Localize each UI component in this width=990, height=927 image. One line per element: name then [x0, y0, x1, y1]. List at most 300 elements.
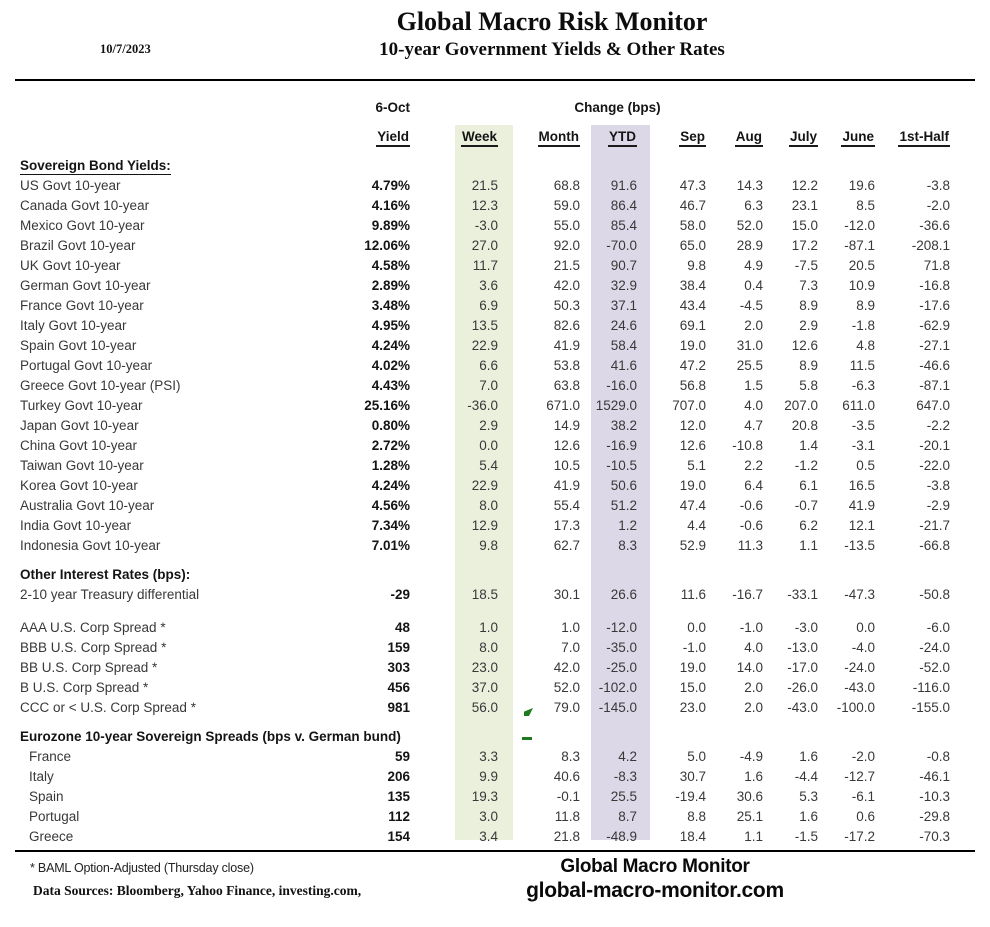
row-label: 2-10 year Treasury differential	[20, 587, 200, 602]
cell-month: 82.6	[553, 318, 580, 333]
cell-half: -2.9	[926, 498, 950, 513]
cell-week: 3.4	[479, 829, 498, 844]
row-label: Portugal Govt 10-year	[20, 358, 153, 373]
table-row	[20, 618, 955, 638]
table-row	[20, 356, 955, 376]
cell-june: -17.2	[844, 829, 875, 844]
section-heading-row	[20, 565, 955, 585]
cell-aug: 28.9	[736, 238, 763, 253]
cell-aug: 4.7	[744, 418, 763, 433]
change-bps-label: Change (bps)	[574, 100, 661, 115]
top-divider	[15, 79, 975, 81]
table-row	[20, 436, 955, 456]
section-heading-row	[20, 156, 955, 176]
cell-june: 0.5	[856, 458, 875, 473]
cell-sep: 69.1	[679, 318, 706, 333]
section-heading-label: Other Interest Rates (bps):	[20, 567, 191, 582]
cell-week: 56.0	[471, 700, 498, 715]
cell-week: 8.0	[479, 640, 498, 655]
cell-sep: -1.0	[682, 640, 706, 655]
cell-june: -3.1	[851, 438, 875, 453]
cell-sep: 56.8	[679, 378, 706, 393]
row-label: BB U.S. Corp Spread *	[20, 660, 158, 675]
cell-sep: 8.8	[687, 809, 706, 824]
cell-june: 10.9	[848, 278, 875, 293]
section-heading-label: Sovereign Bond Yields:	[20, 158, 171, 173]
cell-june: -12.0	[844, 218, 875, 233]
cell-week: 3.0	[479, 809, 498, 824]
cell-yield: 4.16%	[371, 198, 410, 213]
cell-yield: 4.56%	[371, 498, 410, 513]
cell-aug: 11.3	[737, 538, 763, 553]
row-label: Korea Govt 10-year	[20, 478, 138, 493]
row-label: Spain Govt 10-year	[20, 338, 137, 353]
cell-sep: 19.0	[679, 478, 706, 493]
cell-week: 1.0	[479, 620, 498, 635]
row-label: B U.S. Corp Spread *	[20, 680, 149, 695]
cell-ytd: 4.2	[618, 749, 637, 764]
row-label: German Govt 10-year	[20, 278, 151, 293]
col-header-label: Yield	[376, 128, 410, 147]
cell-yield: 981	[387, 700, 410, 715]
cell-june: 11.5	[849, 358, 875, 373]
row-label: Canada Govt 10-year	[20, 198, 150, 213]
cell-sep: 19.0	[679, 660, 706, 675]
cell-july: 1.6	[799, 809, 818, 824]
cell-july: -4.4	[794, 769, 818, 784]
row-label: Japan Govt 10-year	[20, 418, 139, 433]
cell-month: 8.3	[561, 749, 580, 764]
cell-half: -155.0	[911, 700, 950, 715]
cell-june: -6.1	[851, 789, 875, 804]
cell-half: -46.1	[919, 769, 950, 784]
cell-aug: 2.0	[744, 700, 763, 715]
cell-june: -43.0	[844, 680, 875, 695]
table-row	[20, 516, 955, 536]
cell-week: 5.4	[479, 458, 498, 473]
cell-june: -2.0	[851, 749, 875, 764]
table-row	[20, 476, 955, 496]
cell-sep: 4.4	[687, 518, 706, 533]
cell-week: 12.3	[471, 198, 498, 213]
cell-week: -36.0	[467, 398, 498, 413]
col-header-yield	[340, 127, 410, 148]
brand-block	[450, 855, 860, 903]
cell-july: 8.9	[799, 298, 818, 313]
baml-footnote: * BAML Option-Adjusted (Thursday close)	[30, 861, 254, 875]
cell-july: 1.6	[799, 749, 818, 764]
cell-aug: 1.5	[744, 378, 763, 393]
cell-july: -1.2	[794, 458, 818, 473]
cell-july: -0.7	[794, 498, 818, 513]
cell-week: 9.8	[479, 538, 498, 553]
cell-half: -21.7	[919, 518, 950, 533]
cell-june: 16.5	[848, 478, 875, 493]
cell-month: 17.3	[553, 518, 580, 533]
cell-ytd: 8.3	[618, 538, 637, 553]
cell-july: 207.0	[784, 398, 818, 413]
cell-yield: 303	[387, 660, 410, 675]
cell-aug: 0.4	[744, 278, 763, 293]
cell-june: 20.5	[848, 258, 875, 273]
cell-ytd: 38.2	[610, 418, 637, 433]
cell-sep: 65.0	[679, 238, 706, 253]
cell-half: -20.1	[919, 438, 950, 453]
cell-aug: 14.0	[736, 660, 763, 675]
row-label: US Govt 10-year	[20, 178, 121, 193]
table-body	[20, 156, 955, 847]
cell-june: -3.5	[851, 418, 875, 433]
cell-aug: 4.9	[744, 258, 763, 273]
cell-sep: 30.7	[679, 769, 706, 784]
cell-aug: 2.0	[744, 680, 763, 695]
table-row	[20, 827, 955, 847]
section-heading	[20, 565, 340, 585]
cell-ytd: 25.5	[610, 789, 637, 804]
cell-yield: 159	[387, 640, 410, 655]
cell-half: -52.0	[919, 660, 950, 675]
table-header-row	[20, 127, 955, 148]
cell-sep: 52.9	[679, 538, 706, 553]
cell-week: 9.9	[479, 769, 498, 784]
table-row	[20, 176, 955, 196]
cell-half: -66.8	[919, 538, 950, 553]
cell-half: -46.6	[919, 358, 950, 373]
cell-week: 0.0	[479, 438, 498, 453]
table-row	[20, 216, 955, 236]
row-label: China Govt 10-year	[20, 438, 138, 453]
cell-july: 2.9	[799, 318, 818, 333]
cell-july: 1.1	[799, 538, 818, 553]
cell-half: -50.8	[919, 587, 950, 602]
toprow-spacer	[20, 99, 340, 117]
table-section	[20, 618, 955, 718]
cell-week: 3.3	[479, 749, 498, 764]
brand-name: Global Macro Monitor	[560, 856, 750, 877]
cell-aug: 4.0	[744, 398, 763, 413]
cell-month: 59.0	[553, 198, 580, 213]
cell-yield: 59	[394, 749, 410, 764]
cell-month: 50.3	[553, 298, 580, 313]
as-of-date: 6-Oct	[375, 100, 410, 115]
row-label: Turkey Govt 10-year	[20, 398, 143, 413]
cell-month: 1.0	[561, 620, 580, 635]
cell-aug: -10.8	[732, 438, 763, 453]
cell-ytd: -10.5	[606, 458, 637, 473]
col-header-july	[763, 127, 818, 148]
cell-yield: 25.16%	[364, 398, 410, 413]
cell-june: -13.5	[844, 538, 875, 553]
col-header-label: Month	[538, 128, 580, 147]
cell-july: -1.5	[794, 829, 818, 844]
cell-july: 17.2	[791, 238, 818, 253]
cell-ytd: 51.2	[610, 498, 637, 513]
col-header-june	[818, 127, 875, 148]
table-row	[20, 296, 955, 316]
col-header-month	[498, 127, 580, 148]
cell-week: 37.0	[471, 680, 498, 695]
cell-yield: 4.79%	[371, 178, 410, 193]
cell-june: -4.0	[851, 640, 875, 655]
cell-week: 3.6	[479, 278, 498, 293]
cell-yield: 2.72%	[371, 438, 410, 453]
row-label: Greece Govt 10-year (PSI)	[20, 378, 181, 393]
cell-month: 53.8	[553, 358, 580, 373]
cell-month: 14.9	[553, 418, 580, 433]
cell-week: 13.5	[471, 318, 498, 333]
row-label: Australia Govt 10-year	[20, 498, 155, 513]
cell-sep: 43.4	[679, 298, 706, 313]
cell-aug: 14.3	[736, 178, 763, 193]
row-label: India Govt 10-year	[20, 518, 132, 533]
cell-week: 19.3	[471, 789, 498, 804]
table-row	[20, 658, 955, 678]
cell-aug: 52.0	[736, 218, 763, 233]
col-header-label: Aug	[735, 128, 763, 147]
table-row	[20, 807, 955, 827]
col-header-label: Week	[461, 128, 498, 147]
cell-month: 42.0	[553, 660, 580, 675]
cell-half: -116.0	[912, 680, 950, 695]
col-header-1st-half	[875, 127, 950, 148]
cell-yield: 7.01%	[371, 538, 410, 553]
cell-month: 671.0	[546, 398, 580, 413]
cell-ytd: -25.0	[606, 660, 637, 675]
row-label: Italy Govt 10-year	[20, 318, 127, 333]
col-header-aug	[706, 127, 763, 148]
cell-june: 8.5	[856, 198, 875, 213]
section-heading-label: Eurozone 10-year Sovereign Spreads (bps v. German bund)	[20, 729, 401, 744]
cell-sep: 18.4	[679, 829, 706, 844]
cell-yield: 0.80%	[371, 418, 410, 433]
cell-july: 6.1	[799, 478, 818, 493]
cell-week: 6.6	[479, 358, 498, 373]
cell-aug: -0.6	[739, 518, 763, 533]
cell-month: 40.6	[553, 769, 580, 784]
row-label: Mexico Govt 10-year	[20, 218, 145, 233]
cell-sep: 15.0	[679, 680, 706, 695]
cell-ytd: 85.4	[610, 218, 637, 233]
table-row	[20, 585, 955, 605]
cell-half: -70.3	[919, 829, 950, 844]
cell-sep: 12.0	[679, 418, 706, 433]
col-header-label: YTD	[608, 128, 637, 147]
cell-half: 71.8	[923, 258, 950, 273]
rates-table	[20, 99, 955, 847]
section-heading	[20, 156, 340, 176]
cell-half: -27.1	[919, 338, 950, 353]
cell-june: 611.0	[842, 398, 875, 413]
cell-week: 22.9	[471, 478, 498, 493]
cell-month: 55.4	[553, 498, 580, 513]
table-row	[20, 767, 955, 787]
cell-ytd: 50.6	[610, 478, 637, 493]
cell-sep: 23.0	[679, 700, 706, 715]
cell-ytd: 1529.0	[595, 398, 637, 413]
cell-half: -17.6	[919, 298, 950, 313]
cell-yield: 1.28%	[371, 458, 410, 473]
table-row	[20, 276, 955, 296]
cell-half: -87.1	[919, 378, 950, 393]
cell-aug: 1.6	[744, 769, 763, 784]
cell-sep: 5.0	[687, 749, 706, 764]
cell-week: 27.0	[471, 238, 498, 253]
report-date: 10/7/2023	[100, 42, 151, 56]
cell-ytd: -8.3	[613, 769, 637, 784]
cell-july: 12.2	[791, 178, 818, 193]
page-subtitle: 10-year Government Yields & Other Rates	[379, 39, 725, 60]
cell-ytd: 26.6	[610, 587, 637, 602]
cell-june: -6.3	[851, 378, 875, 393]
row-label: Spain	[29, 789, 64, 804]
cell-ytd: 37.1	[610, 298, 637, 313]
section-heading-row	[20, 727, 955, 747]
cell-half: -0.8	[926, 749, 950, 764]
table-row	[20, 416, 955, 436]
cell-week: 21.5	[471, 178, 498, 193]
cell-aug: -0.6	[739, 498, 763, 513]
row-label: Indonesia Govt 10-year	[20, 538, 161, 553]
cell-july: 15.0	[791, 218, 818, 233]
table-row	[20, 196, 955, 216]
cell-july: 20.8	[791, 418, 818, 433]
cell-july: -17.0	[787, 660, 818, 675]
data-sources-line: Data Sources: Bloomberg, Yahoo Finance, investing.com,	[33, 883, 362, 898]
cell-yield: 4.95%	[371, 318, 410, 333]
cell-week: 23.0	[471, 660, 498, 675]
cell-month: 7.0	[561, 640, 580, 655]
cell-june: -24.0	[844, 660, 875, 675]
col-header-label: July	[789, 128, 818, 147]
cell-aug: -16.7	[732, 587, 763, 602]
cell-july: 5.8	[799, 378, 818, 393]
row-label: France	[29, 749, 72, 764]
header-spacer	[20, 127, 340, 148]
col-header-ytd	[580, 127, 637, 148]
cell-aug: 2.2	[744, 458, 763, 473]
cell-half: -36.6	[919, 218, 950, 233]
cell-aug: 25.5	[736, 358, 763, 373]
row-label: Brazil Govt 10-year	[20, 238, 136, 253]
cell-sep: 47.4	[679, 498, 706, 513]
cell-month: 21.8	[553, 829, 580, 844]
cell-june: 19.6	[848, 178, 875, 193]
table-row	[20, 336, 955, 356]
cell-ytd: -102.0	[598, 680, 637, 695]
row-label: Taiwan Govt 10-year	[20, 458, 144, 473]
cell-week: -3.0	[474, 218, 498, 233]
cell-ytd: -145.0	[598, 700, 637, 715]
cell-ytd: -16.9	[606, 438, 637, 453]
cell-half: -24.0	[919, 640, 950, 655]
cell-sep: 707.0	[672, 398, 706, 413]
cell-yield: 9.89%	[371, 218, 410, 233]
row-label: UK Govt 10-year	[20, 258, 121, 273]
table-section	[20, 565, 955, 605]
cell-half: -208.1	[911, 238, 950, 253]
cell-june: 12.1	[848, 518, 875, 533]
cell-ytd: 1.2	[618, 518, 637, 533]
cell-ytd: 24.6	[610, 318, 637, 333]
cell-half: -16.8	[919, 278, 950, 293]
cell-sep: 38.4	[679, 278, 706, 293]
row-label: AAA U.S. Corp Spread *	[20, 620, 166, 635]
section-heading	[20, 727, 401, 747]
cell-aug: 4.0	[744, 640, 763, 655]
cell-yield: 4.43%	[371, 378, 410, 393]
page-title: Global Macro Risk Monitor	[396, 7, 708, 36]
cell-week: 8.0	[479, 498, 498, 513]
cell-sep: 19.0	[679, 338, 706, 353]
cell-aug: 2.0	[744, 318, 763, 333]
cell-yield: 4.02%	[371, 358, 410, 373]
cell-aug: 6.4	[744, 478, 763, 493]
col-header-week	[410, 127, 498, 148]
cell-aug: -4.9	[739, 749, 763, 764]
row-label: BBB U.S. Corp Spread *	[20, 640, 167, 655]
table-row	[20, 256, 955, 276]
cell-month: 41.9	[553, 478, 580, 493]
cell-ytd: 90.7	[610, 258, 637, 273]
cell-month: 10.5	[553, 458, 580, 473]
col-header-label: 1st-Half	[898, 128, 950, 147]
cell-yield: -29	[390, 587, 410, 602]
table-row	[20, 376, 955, 396]
cell-half: -6.0	[926, 620, 950, 635]
cell-july: 1.4	[799, 438, 818, 453]
cell-sep: -19.4	[675, 789, 706, 804]
cell-half: -22.0	[919, 458, 950, 473]
cell-week: 18.5	[471, 587, 498, 602]
cell-ytd: -16.0	[606, 378, 637, 393]
cell-aug: 6.3	[744, 198, 763, 213]
cell-month: 52.0	[553, 680, 580, 695]
cell-july: 7.3	[799, 278, 818, 293]
cell-ytd: 58.4	[610, 338, 637, 353]
cell-week: 12.9	[471, 518, 498, 533]
row-label: Italy	[29, 769, 54, 784]
cell-aug: 31.0	[736, 338, 763, 353]
cell-month: 55.0	[553, 218, 580, 233]
cell-july: 6.2	[799, 518, 818, 533]
cell-week: 7.0	[479, 378, 498, 393]
row-label: Greece	[29, 829, 74, 844]
cell-july: -7.5	[794, 258, 818, 273]
table-row	[20, 456, 955, 476]
cell-week: 22.9	[471, 338, 498, 353]
table-section	[20, 727, 955, 847]
cell-ytd: 32.9	[610, 278, 637, 293]
bottom-divider	[15, 850, 975, 852]
cell-sep: 0.0	[687, 620, 706, 635]
cell-ytd: -35.0	[606, 640, 637, 655]
cell-june: 4.8	[856, 338, 875, 353]
cell-yield: 4.24%	[371, 338, 410, 353]
table-row	[20, 236, 955, 256]
cell-june: 0.6	[856, 809, 875, 824]
table-row	[20, 698, 955, 718]
cell-yield: 2.89%	[371, 278, 410, 293]
cell-ytd: 86.4	[610, 198, 637, 213]
cell-yield: 7.34%	[371, 518, 410, 533]
cell-month: 92.0	[553, 238, 580, 253]
col-header-label: June	[841, 128, 875, 147]
cell-aug: -1.0	[739, 620, 763, 635]
cell-month: 62.7	[553, 538, 580, 553]
cell-july: 5.3	[799, 789, 818, 804]
cell-ytd: 8.7	[618, 809, 637, 824]
cell-june: 8.9	[856, 298, 875, 313]
